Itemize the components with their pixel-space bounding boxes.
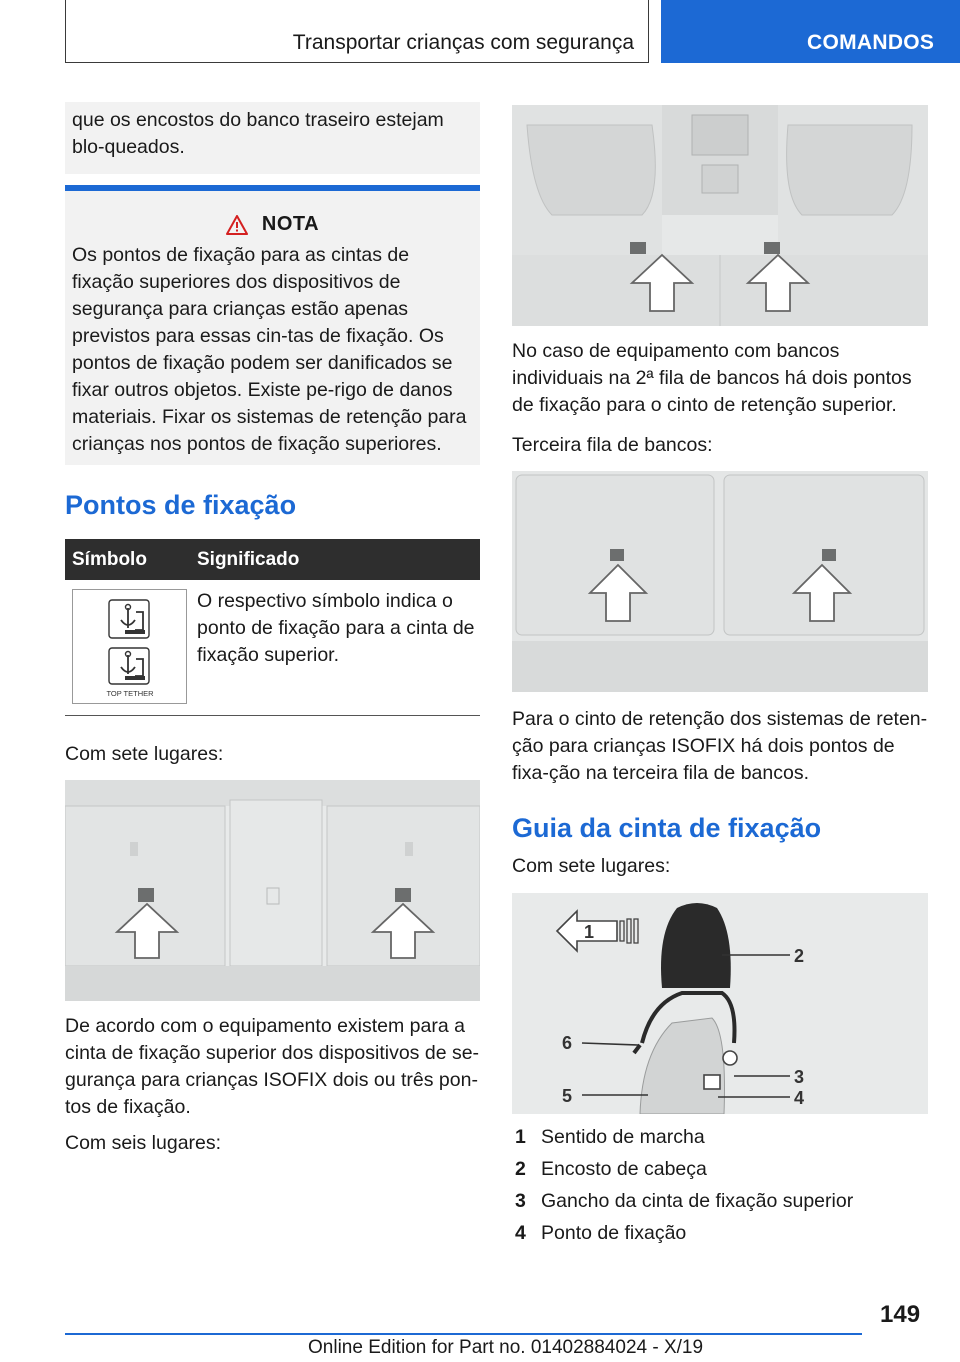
section-tab[interactable] bbox=[661, 0, 960, 63]
footer-divider bbox=[65, 1333, 862, 1335]
legend-text: Ponto de fixação bbox=[541, 1222, 687, 1244]
legend-text: Gancho da cinta de fixação superior bbox=[541, 1190, 854, 1212]
section-tab-label: COMANDOS bbox=[807, 31, 935, 54]
page-number: 149 bbox=[880, 1301, 921, 1328]
child-seat-anchor-icon bbox=[73, 590, 188, 705]
list-item bbox=[512, 1124, 928, 1156]
strap-guide-diagram bbox=[512, 893, 928, 1114]
legend-number: 3 bbox=[515, 1190, 526, 1212]
section-heading-anchor-points: Pontos de fixação bbox=[65, 490, 297, 520]
legend-number: 2 bbox=[515, 1158, 526, 1180]
symbol-table bbox=[65, 539, 480, 716]
individual-seats-photo bbox=[512, 105, 928, 326]
third-row-label: Terceira fila de bancos: bbox=[512, 434, 713, 456]
note-box bbox=[65, 185, 480, 465]
footer-edition-link[interactable]: Online Edition for Part no. 01402884024 - X/19 bbox=[308, 1337, 704, 1358]
legend-number: 4 bbox=[515, 1222, 526, 1244]
warning-icon bbox=[226, 215, 248, 235]
six-seats-label: Com seis lugares: bbox=[65, 1132, 222, 1154]
table-col-symbol: Símbolo bbox=[72, 548, 147, 570]
section-heading-strap-guide: Guia da cinta de fixação bbox=[512, 813, 822, 843]
note-header bbox=[72, 213, 473, 236]
note-text: Os pontos de fixação para as cintas de fixação superiores dos dispositivos de segurança para crianças estão apenas previstos para essas cin-tas de fixação. Os pontos de fixação podem ser danificados se fixar outros objetos. Existe pe-rigo de danos materiais. Fixar os sistemas de retenção para crianças nos pontos de fixação superiores. bbox=[72, 244, 467, 455]
table-row bbox=[65, 580, 480, 716]
seven-seats-photo bbox=[65, 780, 480, 1001]
table-header bbox=[65, 539, 480, 580]
header-chapter-box bbox=[65, 0, 649, 63]
list-item bbox=[512, 1156, 928, 1188]
diagram-label-1: 1 bbox=[584, 922, 595, 942]
diagram-label-2: 2 bbox=[794, 946, 805, 966]
seven-seats-label: Com sete lugares: bbox=[65, 743, 224, 765]
list-item bbox=[512, 1220, 928, 1252]
diagram-label-6: 6 bbox=[562, 1033, 573, 1053]
individual-seats-text: No caso de equipamento com bancos individuais na 2ª fila de bancos há dois pontos de fixação para o cinto de retenção superior. bbox=[512, 340, 912, 416]
diagram-label-5: 5 bbox=[562, 1086, 573, 1106]
list-item bbox=[512, 1188, 928, 1220]
note-title: NOTA bbox=[261, 213, 320, 235]
diagram-label-4: 4 bbox=[794, 1088, 805, 1108]
strap-guide-seven-seats-label: Com sete lugares: bbox=[512, 855, 671, 877]
top-tether-symbol bbox=[72, 589, 187, 704]
legend-text: Sentido de marcha bbox=[541, 1126, 705, 1148]
legend-number: 1 bbox=[515, 1126, 526, 1148]
symbol-meaning-text: O respectivo símbolo indica o ponto de fixação para a cinta de fixação superior. bbox=[197, 590, 475, 666]
third-row-description: Para o cinto de retenção dos sistemas de reten-ção para crianças ISOFIX há dois pontos de fixa-ção na terceira fila de bancos. bbox=[512, 708, 928, 784]
top-tether-caption: TOP TETHER bbox=[106, 689, 154, 698]
diagram-label-3: 3 bbox=[794, 1067, 805, 1087]
intro-text: que os encostos do banco traseiro estejam blo-queados. bbox=[72, 109, 444, 158]
table-col-meaning: Significado bbox=[197, 548, 300, 570]
diagram-legend bbox=[512, 1124, 928, 1252]
legend-text: Encosto de cabeça bbox=[541, 1158, 707, 1180]
chapter-title: Transportar crianças com segurança bbox=[292, 31, 634, 54]
seven-seats-description: De acordo com o equipamento existem para a cinta de fixação superior dos dispositivos de se-gurança para crianças ISOFIX dois ou três pon-tos de fixação. bbox=[65, 1015, 480, 1118]
intro-box bbox=[65, 102, 480, 174]
third-row-photo bbox=[512, 471, 928, 692]
